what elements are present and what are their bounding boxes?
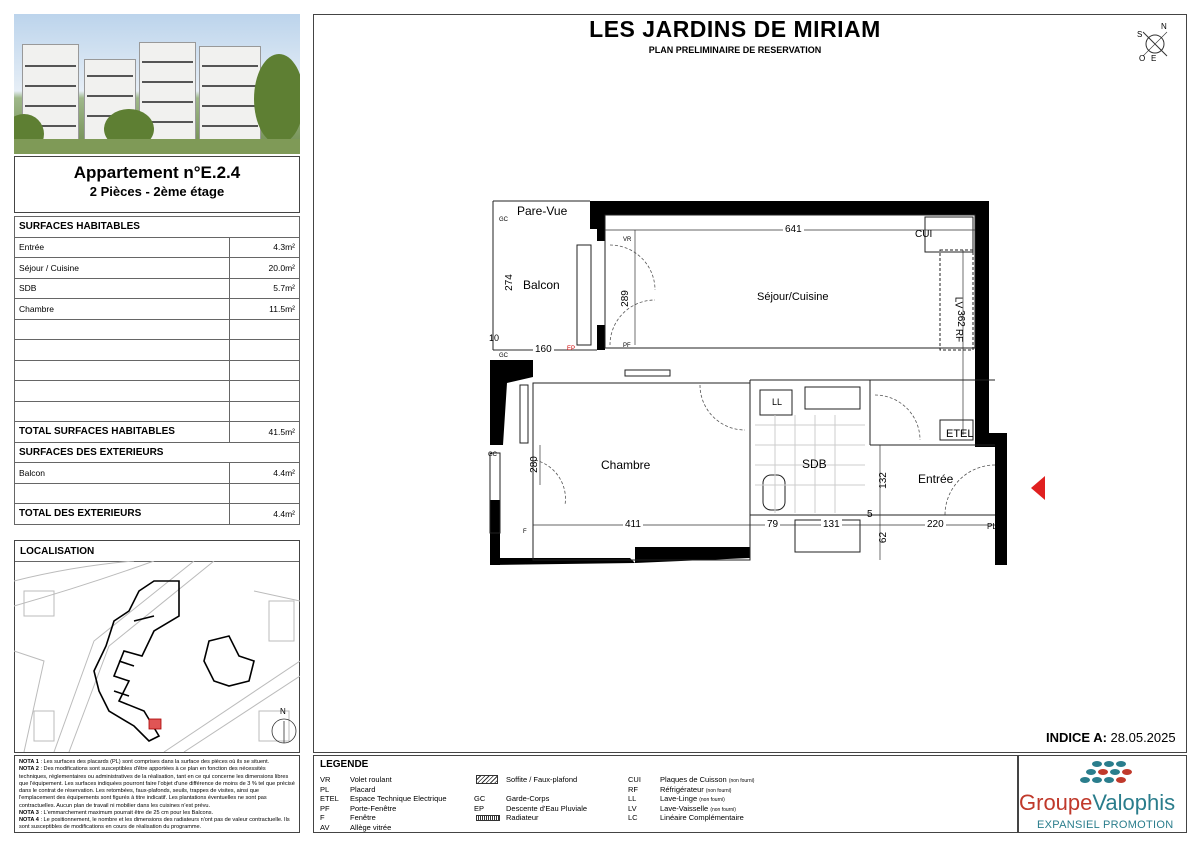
table-row xyxy=(15,278,300,299)
surface-value: 5.7m² xyxy=(230,278,300,299)
empty-row xyxy=(15,381,300,402)
logo-tagline: EXPANSIEL PROMOTION xyxy=(1037,819,1174,831)
indice-label: INDICE A: xyxy=(1046,730,1107,745)
plan-title: LES JARDINS DE MIRIAM xyxy=(589,16,881,42)
note-item: NOTA 2 : Des modifications sont susceptibles d'être apportées à ce plan en fonction des nécessités techniques, réglementaires ou administratives de la réalisation, tant en ce qui concerne les dimensions libres que l'équipement. Les surfaces indiquées pourront faire l'objet d'une différence de moins de 3 % tel que précisé dans le contrat de réservation. Les retombées, faux-plafonds, seuils, trappes de visites, ainsi que l'emplacement des équipements sont figurés à titre indicatif. Les plantations éventuelles ne sont pas contractuelles. Aucun plan de travail ni mobilier dans les cuisines n'est prévu. xyxy=(19,766,295,809)
notes-block xyxy=(14,755,300,833)
surface-label: Entrée xyxy=(15,237,230,258)
apartment-title: Appartement n°E.2.4 xyxy=(73,163,241,182)
logo-dots-icon xyxy=(1079,759,1139,789)
legend-item: VR Volet roulant xyxy=(320,775,392,784)
legend-item: AV Allège vitrée xyxy=(320,822,392,832)
total-surfaces-value: 41.5m² xyxy=(230,422,300,443)
map-north-label: N xyxy=(280,707,286,716)
label-pare-vue: Pare-Vue xyxy=(517,204,568,218)
surface-value: 4.4m² xyxy=(230,463,300,484)
dim-5: 5 xyxy=(867,509,873,520)
indice xyxy=(1046,730,1176,745)
label-balcon: Balcon xyxy=(523,278,560,292)
empty-row xyxy=(15,340,300,361)
legend-item: Soffite / Faux-plafond xyxy=(506,775,578,784)
legend-item: PL Placard xyxy=(320,784,376,794)
dim-289: 289 xyxy=(619,290,631,307)
empty-row xyxy=(15,483,300,504)
label-ten: 10 xyxy=(489,333,500,343)
soffite-hatch-icon xyxy=(476,775,498,784)
logo-wordmark: GroupeValophis xyxy=(1019,790,1176,815)
dim-220: 220 xyxy=(927,519,944,530)
total-exterior-value: 4.4m² xyxy=(230,504,300,525)
legend-block xyxy=(313,755,1018,833)
legend-item: Radiateur xyxy=(506,813,539,822)
apartment-header xyxy=(14,156,300,213)
table-row xyxy=(15,299,300,320)
empty-row xyxy=(15,401,300,422)
plan-subtitle: PLAN PRELIMINAIRE DE RESERVATION xyxy=(648,45,822,55)
legend-item: GC Garde-Corps xyxy=(474,794,550,803)
surface-value: 4.3m² xyxy=(230,237,300,258)
table-row xyxy=(15,237,300,258)
legend-item: F Fenêtre xyxy=(320,813,376,822)
radiator-icon xyxy=(476,815,500,821)
table-row xyxy=(15,258,300,279)
dim-274: 274 xyxy=(503,274,515,291)
dim-641: 641 xyxy=(785,224,802,235)
surface-label: SDB xyxy=(15,278,230,299)
legend-item: LL Lave-Linge (non fourni) xyxy=(628,794,725,803)
surface-label: Séjour / Cuisine xyxy=(15,258,230,279)
legend-item: LC Linéaire Complémentaire xyxy=(628,813,744,822)
dim-362: 362 xyxy=(954,310,966,327)
label-pf: PF xyxy=(623,343,631,349)
localisation-map xyxy=(14,561,300,752)
total-exterior-label: TOTAL DES EXTERIEURS xyxy=(15,504,230,525)
dim-131: 131 xyxy=(823,519,840,530)
indice-date: 28.05.2025 xyxy=(1110,730,1176,745)
compass-icon: N S O E xyxy=(1137,22,1167,63)
label-gc-2: GC xyxy=(499,353,508,359)
surfaces-header: SURFACES HABITABLES xyxy=(15,217,300,238)
label-cui: CUI xyxy=(915,229,933,240)
dim-411: 411 xyxy=(625,519,641,530)
legend-item: LV Lave-Vaisselle (non fourni) xyxy=(628,803,736,813)
note-item: NOTA 4 : Le positionnement, le nombre et les dimensions des radiateurs n'ont pas de valeur contractuelle. Ils sont susceptibles de modifications en cours de réalisation du programme. xyxy=(19,817,290,831)
label-entree: Entrée xyxy=(918,472,954,486)
floor-plan xyxy=(485,195,1025,570)
label-f: F xyxy=(523,529,527,535)
label-gc-1: GC xyxy=(499,217,508,223)
label-ep: EP xyxy=(567,346,576,352)
empty-row xyxy=(15,360,300,381)
legend-item: ETEL Espace Technique Electrique xyxy=(320,794,447,803)
label-vr: VR xyxy=(623,237,632,243)
dim-132: 132 xyxy=(877,472,889,489)
label-lv: LV xyxy=(952,296,964,309)
label-rf: RF xyxy=(953,328,965,343)
dim-79: 79 xyxy=(767,519,779,530)
surface-value: 11.5m² xyxy=(230,299,300,320)
table-row xyxy=(15,463,300,484)
total-surfaces-label: TOTAL SURFACES HABITABLES xyxy=(15,422,230,443)
label-gc-3: GC xyxy=(488,452,497,458)
label-chambre: Chambre xyxy=(601,458,651,472)
surfaces-table xyxy=(14,216,300,525)
surface-label: Balcon xyxy=(15,463,230,484)
legend-item: RF Réfrigérateur (non fourni) xyxy=(628,784,732,794)
note-item: NOTA 1 : Les surfaces des placards (PL) sont comprises dans la surface des pièces où ils se situent. xyxy=(19,759,270,765)
building-render-photo xyxy=(14,14,300,154)
dim-62: 62 xyxy=(878,531,890,544)
apartment-subtitle: 2 Pièces - 2ème étage xyxy=(89,184,225,199)
localisation-header: LOCALISATION xyxy=(15,541,299,562)
label-sdb: SDB xyxy=(802,457,827,471)
legend-title: LEGENDE xyxy=(320,759,369,770)
dim-160: 160 xyxy=(535,344,552,355)
surface-label: Chambre xyxy=(15,299,230,320)
label-etel: ETEL xyxy=(946,428,974,440)
label-pl: PL xyxy=(987,522,997,531)
empty-row xyxy=(15,319,300,340)
label-sejour-cuisine: Séjour/Cuisine xyxy=(757,291,829,303)
dim-280: 280 xyxy=(528,456,540,473)
entrance-arrow-icon xyxy=(1031,476,1045,500)
legend-item: PF Porte-Fenêtre xyxy=(320,803,397,813)
valophis-logo xyxy=(1018,755,1187,833)
label-ll: LL xyxy=(772,397,783,407)
surface-value: 20.0m² xyxy=(230,258,300,279)
legend-item: CUI Plaques de Cuisson (non fourni) xyxy=(628,775,755,784)
exterior-header: SURFACES DES EXTERIEURS xyxy=(15,442,300,463)
note-item: NOTA 3 : L'emmarchement maximum pourrait être de 25 cm pour les Balcons. xyxy=(19,809,214,816)
legend-item: EP Descente d'Eau Pluviale xyxy=(474,803,588,813)
